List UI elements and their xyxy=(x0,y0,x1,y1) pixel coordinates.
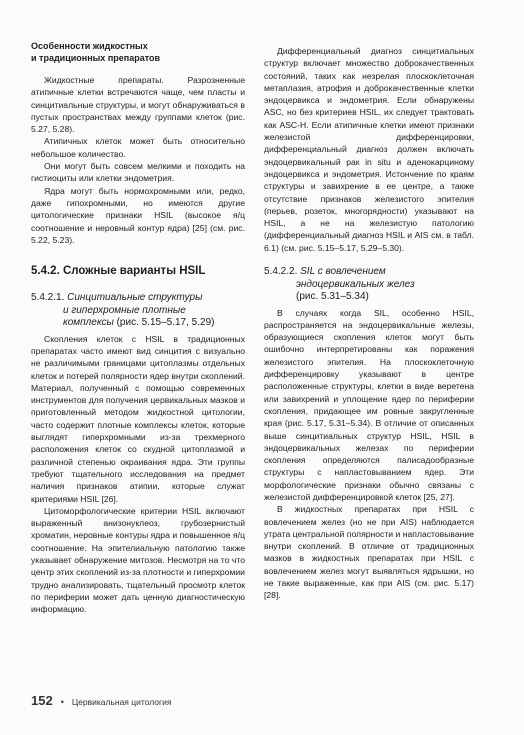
paragraph: Они могут быть совсем мелкими и походить на гистиоциты или клетки эндометрия. xyxy=(31,161,245,184)
running-title: Цервикальная цитология xyxy=(71,697,172,707)
side-heading: Особенности жидкостных и традиционных препаратов xyxy=(31,41,161,63)
page-number: 152 xyxy=(31,693,53,708)
left-column xyxy=(31,40,245,615)
right-column xyxy=(264,45,474,602)
paragraph: Скопления клеток с HSIL в традиционных препаратах часто имеют вид синцития с визуально не различимыми границами цитоплазмы отдельных клеток и потерей полярности ядер внутри скоплений. Материал, полученный с помощью современных инструментов для получения цервикальных мазков и приготовленный методом жидкостной цитологии, часто содержит плотные комплексы клеток, которые выглядят гиперхромными из-за трехмерного расположения клеток со скудной цитоплазмой и различной степенью окраивания ядра. Эти группы требуют тщательного исследования на предмет наличия признаков атипии, которые служат критериями HSIL [26]. xyxy=(31,333,245,504)
paragraph: Дифференциальный диагноз синцитиальных структур включает множество доброкачественных состояний, таких как незрелая плоскоклеточная метаплазия, атрофия и доброкачественные клетки эндоцервикса и эндометрия. Если обнаружены ASC, но без критериев HSIL, их следует трактовать как ASC-H. Если атипичные клетки имеют признаки железистой дифференцировки, дифференциальный диагноз должен включать эндоцервикальный рак in situ и аденокарциному эндоцервикса и эндометрия. Истончение по краям структуры и завихрение в ее центре, а также отсутствие признаков железистого эпителия (перьев, розеток, многорядности) указывают на HSIL, а не на железистую патологию (дифференциальный диагноз HSIL и AIS см. в табл. 6.1) (см. рис. 5.15–5.17, 5.29–5.30). xyxy=(264,46,474,253)
subsection-heading: 5.4.2.1. Синцитиальные структуры и гиперхромные плотные комплексы (рис. 5.15–5.17, 5.29) xyxy=(31,292,215,329)
paragraph: Цитоморфологические критерии HSIL включают выраженный анизонуклеоз, грубозернистый хроматин, неровные контуры ядра и повышенное я/ц соотношение. На эпителиальную патологию также указывает обнаружение митозов. Несмотря на то что центр этих скоплений из-за плотности и гиперхромии трудно анализировать, тщательный просмотр клеток по периферии может дать ценную диагностическую информацию. xyxy=(31,505,245,615)
paragraph: Атипичных клеток может быть относительно небольшое количество. xyxy=(31,136,245,159)
bullet-separator: • xyxy=(60,697,64,707)
page-footer xyxy=(31,693,171,708)
paragraph: В случаях когда SIL, особенно HSIL, распространяется на эндоцервикальные железы, образующиеся скопления клеток могут быть ошибочно интерпретированы как поражения железистого эпителия. На плоскоклеточную дифференцировку указывают в центре расположенные структуры, клетки в виде веретена или завихрений и уплощение ядер по периферии скопления, придающее им ровные закругленные края (рис. 5.17, 5.31–5.34). В отличие от описанных выше синцитиальных структур HSIL, HSIL в эндоцервикальных железах по периферии скопления определяются палисадообразные структуры с напластовыванием ядер. Эти морфологические признаки обычно связаны с железистой дифференцировкой клеток [25, 27]. xyxy=(264,307,474,502)
paragraph: В жидкостных препаратах при HSIL с вовлечением желез (но не при AIS) наблюдается утрата центральной полярности и напластовывание внутри скоплений. В отличие от традиционных мазков в жидкостных препаратах при HSIL с вовлечением желез могут выявляться ядрышки, но не такие выраженные, как при AIS (см. рис. 5.17) [28]. xyxy=(264,504,474,601)
section-heading: 5.4.2. Сложные варианты HSIL xyxy=(31,265,206,278)
paragraph: Ядра могут быть нормохромными или, редко, даже гипохромными, но имеются другие цитологические признаки HSIL (высокое я/ц соотношение и неровный контур ядра) [25] (см. рис. 5.22, 5.23). xyxy=(31,185,245,245)
paragraph: Жидкостные препараты. Разрозненные атипичные клетки встречаются чаще, чем пласты и синцитиальные структуры, и могут обнаруживаться в пустых пространствах между группами клеток (рис. 5.27, 5.28). xyxy=(31,75,245,135)
subsection-heading: 5.4.2.2. SIL с вовлечением эндоцервикальных желез (рис. 5.31–5.34) xyxy=(264,266,415,303)
